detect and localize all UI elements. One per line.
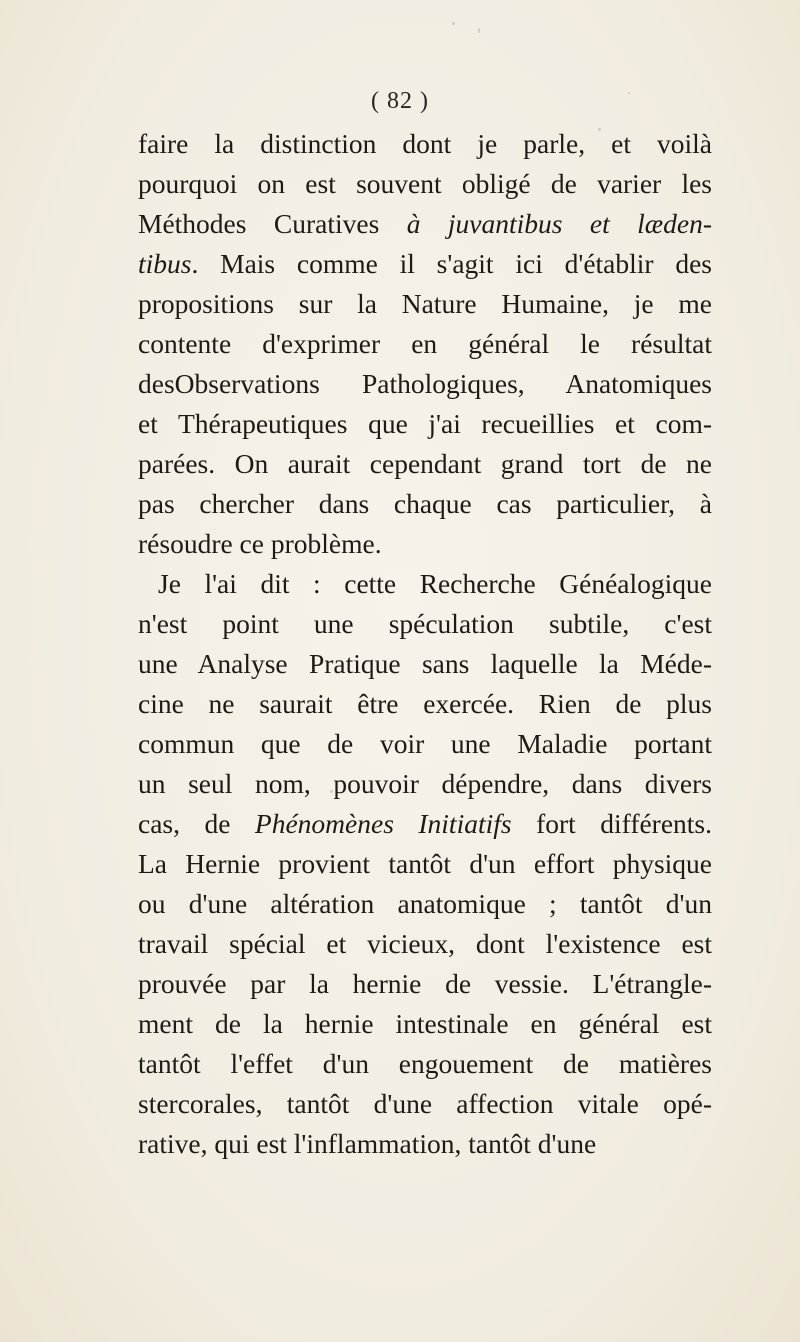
text-run: Méthodes Curatives — [138, 208, 407, 239]
text-line — [138, 164, 712, 204]
body-text — [138, 124, 712, 1164]
text-line — [138, 284, 712, 324]
text-run: pas chercher dans chaque cas particulier, à — [138, 488, 712, 519]
italic-text-run: à juvantibus et læden- — [406, 208, 712, 239]
text-line — [138, 364, 712, 404]
text-line — [138, 244, 712, 284]
text-run: faire la distinction dont je parle, et voilà — [138, 128, 712, 159]
italic-text-run: Phénomènes Initiatifs — [254, 808, 512, 839]
text-line — [138, 684, 712, 724]
text-run: commun que de voir une Maladie portant — [138, 728, 712, 759]
text-run: stercorales, tantôt d'une affection vitale opé- — [138, 1088, 712, 1119]
text-line — [138, 884, 712, 924]
text-run: n'est point une spéculation subtile, c'est — [138, 608, 712, 639]
text-line — [138, 564, 712, 604]
text-run: tantôt l'effet d'un engouement de matières — [138, 1048, 712, 1079]
text-run: travail spécial et vicieux, dont l'existence est — [138, 928, 712, 959]
text-line — [138, 524, 712, 564]
text-run: rative, qui est l'inflammation, tantôt d'une — [138, 1128, 597, 1159]
text-line — [138, 844, 712, 884]
text-run: cas, de — [138, 808, 255, 839]
text-line — [138, 1044, 712, 1084]
text-run: un seul nom, pouvoir dépendre, dans divers — [138, 768, 712, 799]
text-line — [138, 324, 712, 364]
text-run: Je l'ai dit : cette Recherche Généalogique — [158, 568, 712, 599]
text-line — [138, 1124, 712, 1164]
text-run: et Thérapeutiques que j'ai recueillies et com- — [138, 408, 712, 439]
paper-speck — [452, 22, 455, 25]
page-number: ( 82 ) — [371, 88, 429, 114]
paper-speck — [478, 28, 480, 33]
text-run: prouvée par la hernie de vessie. L'étrangle- — [138, 968, 712, 999]
text-line — [138, 1084, 712, 1124]
text-run: ment de la hernie intestinale en général est — [138, 1008, 712, 1039]
text-line — [138, 484, 712, 524]
text-line — [138, 444, 712, 484]
text-run: une Analyse Pratique sans laquelle la Méde- — [138, 648, 712, 679]
text-line — [138, 604, 712, 644]
text-line — [138, 764, 712, 804]
text-line — [138, 804, 712, 844]
text-line — [138, 204, 712, 244]
text-run: . Mais comme il s'agit ici d'établir des — [191, 248, 712, 279]
text-line — [138, 724, 712, 764]
text-line — [138, 964, 712, 1004]
text-line — [138, 124, 712, 164]
text-run: résoudre ce problème. — [138, 528, 382, 559]
text-run: desObservations Pathologiques, Anatomiques — [138, 368, 712, 399]
text-line — [138, 924, 712, 964]
text-run: ou d'une altération anatomique ; tantôt d'un — [138, 888, 712, 919]
text-run: parées. On aurait cependant grand tort de ne — [138, 448, 712, 479]
text-line — [138, 404, 712, 444]
text-run: pourquoi on est souvent obligé de varier les — [138, 168, 712, 199]
text-run: cine ne saurait être exercée. Rien de plus — [138, 688, 712, 719]
text-run: La Hernie provient tantôt d'un effort physique — [138, 848, 712, 879]
text-line — [138, 1004, 712, 1044]
text-line — [138, 644, 712, 684]
italic-text-run: tibus — [138, 248, 192, 279]
text-run: propositions sur la Nature Humaine, je me — [138, 288, 712, 319]
text-run: fort différents. — [511, 808, 713, 839]
text-run: contente d'exprimer en général le résultat — [138, 328, 712, 359]
